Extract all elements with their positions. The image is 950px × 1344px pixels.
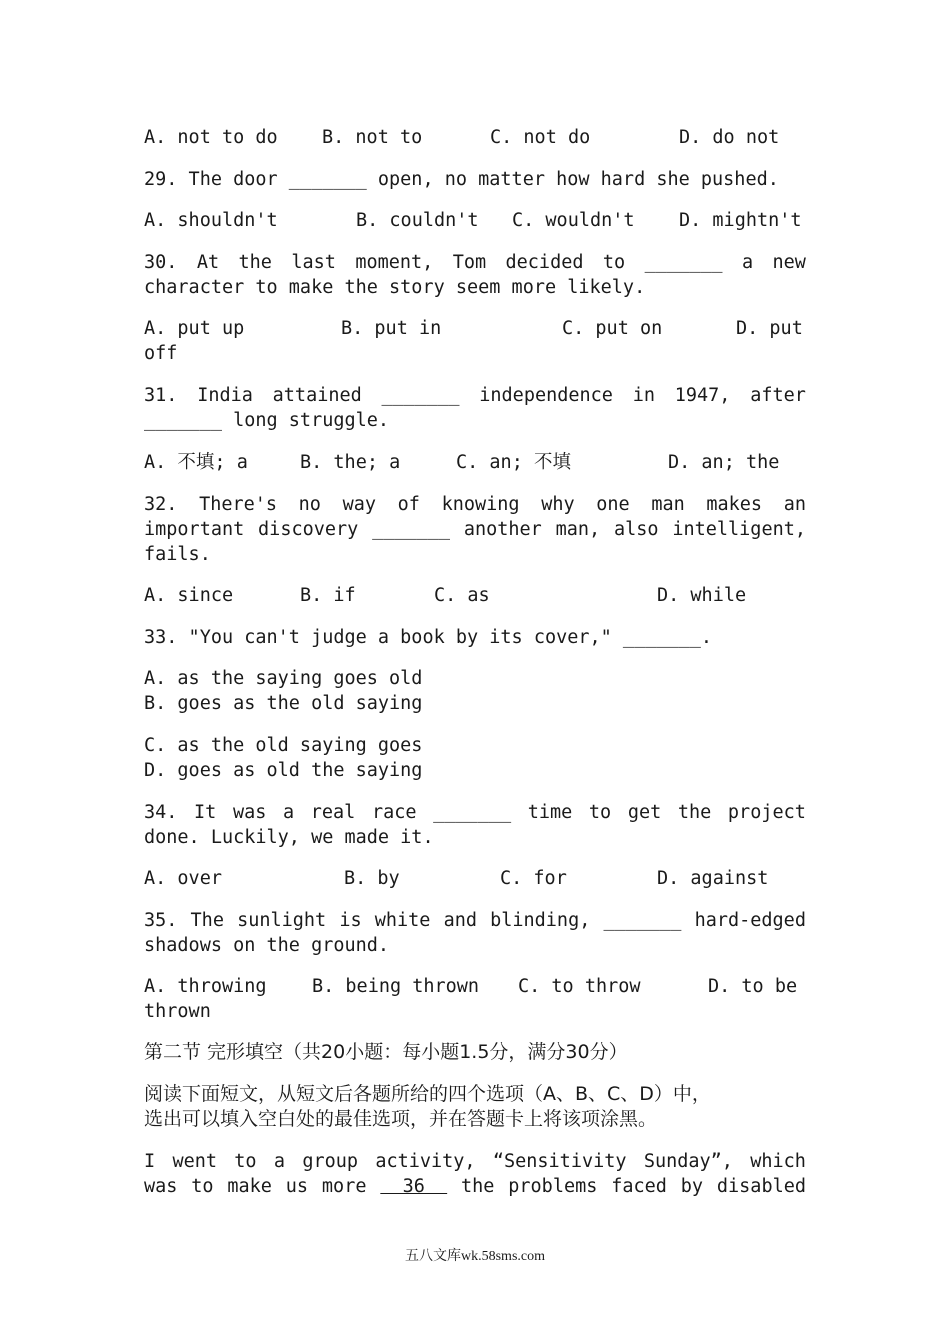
word: in xyxy=(632,385,655,406)
page-footer: 五八文库wk.58sms.com xyxy=(405,1249,545,1264)
q32-stem-line3: fails. xyxy=(144,544,211,565)
q35-options xyxy=(144,974,806,1024)
q30-stem-line2: character to make the story seem more likely. xyxy=(144,277,646,298)
answer-blank: _______ xyxy=(433,802,512,823)
q31-option-d: D. an; the xyxy=(668,452,780,473)
word: race xyxy=(371,802,417,823)
word: white xyxy=(374,910,431,931)
q35-option-b: B. being thrown xyxy=(312,976,480,997)
q35-option-d: D. to be xyxy=(708,976,798,997)
word: faced xyxy=(611,1176,667,1197)
q34-stem-line1 xyxy=(144,800,806,825)
word: new xyxy=(772,252,806,273)
word: activity, xyxy=(375,1151,476,1172)
q34-option-b: B. by xyxy=(344,868,400,889)
passage-line1 xyxy=(144,1149,806,1174)
q33-options-ab xyxy=(144,666,806,716)
word: make xyxy=(227,1176,272,1197)
word: no xyxy=(298,494,321,515)
q30-option-d: D. put xyxy=(736,318,803,339)
instructions-line2: 选出可以填入空白处的最佳选项，并在答题卡上将该项涂黑。 xyxy=(144,1108,658,1130)
q30-option-c: C. put on xyxy=(562,318,663,339)
word: project xyxy=(727,802,806,823)
q33-option-c: C. as the old saying goes xyxy=(144,735,423,756)
word: 32. xyxy=(144,494,178,515)
q31-option-b: B. the; a xyxy=(300,452,401,473)
word: to xyxy=(588,802,612,823)
word: India xyxy=(197,385,253,406)
q29-option-d: D. mightn't xyxy=(679,210,802,231)
q31-stem-line1 xyxy=(144,383,806,408)
q33-options-cd xyxy=(144,733,806,783)
word: a xyxy=(283,802,295,823)
q34-option-a: A. over xyxy=(144,868,222,889)
q30-option-d-wrap: off xyxy=(144,343,178,364)
word: discovery xyxy=(258,519,359,540)
word: was xyxy=(232,802,267,823)
q34-stem-line2: done. Luckily, we made it. xyxy=(144,827,434,848)
word: intelligent, xyxy=(672,519,806,540)
word: disabled xyxy=(716,1176,806,1197)
q35-stem-line2: shadows on the ground. xyxy=(144,935,390,956)
q32-options xyxy=(144,583,806,608)
word: man xyxy=(651,494,685,515)
word: more xyxy=(321,1176,367,1197)
instructions-line1: 阅读下面短文，从短文后各题所给的四个选项（A、B、C、D）中， xyxy=(144,1083,711,1105)
word: blinding, xyxy=(490,910,591,931)
question-34 xyxy=(144,800,806,850)
q33-option-d: D. goes as old the saying xyxy=(144,760,423,781)
answer-blank: _______ xyxy=(381,385,460,406)
q32-stem-line1 xyxy=(144,492,806,517)
word: last xyxy=(291,252,336,273)
q32-option-c: C. as xyxy=(434,585,490,606)
word: time xyxy=(527,802,573,823)
word: The xyxy=(190,910,224,931)
section-instructions xyxy=(144,1082,806,1132)
question-31 xyxy=(144,383,806,433)
q29-option-c: C. wouldn't xyxy=(512,210,635,231)
passage-line2 xyxy=(144,1174,806,1199)
q31-option-a: A. 不填; a xyxy=(144,452,248,473)
q29-options xyxy=(144,208,806,233)
word: Sunday”, xyxy=(643,1151,733,1172)
q33-option-b: B. goes as the old saying xyxy=(144,693,423,714)
q28-options xyxy=(144,125,806,150)
word: independence xyxy=(479,385,613,406)
word: is xyxy=(339,910,362,931)
q32-option-b: B. if xyxy=(300,585,356,606)
q34-option-c: C. for xyxy=(500,868,567,889)
word: the xyxy=(677,802,712,823)
word: went xyxy=(172,1151,217,1172)
word: man, xyxy=(555,519,601,540)
q33-option-a: A. as the saying goes old xyxy=(144,668,423,689)
q30-option-b: B. put in xyxy=(341,318,442,339)
word: 34. xyxy=(144,802,178,823)
section-heading-text: 第二节 完形填空（共20小题：每小题1.5分，满分30分） xyxy=(144,1041,628,1063)
word: “Sensitivity xyxy=(492,1151,627,1172)
q28-option-b: B. not to xyxy=(322,127,423,148)
word: one xyxy=(596,494,630,515)
q33-stem: 33. "You can't judge a book by its cover," _______. xyxy=(144,627,713,648)
word: which xyxy=(750,1151,806,1172)
question-29 xyxy=(144,167,806,192)
word: attained xyxy=(272,385,362,406)
word: Tom xyxy=(452,252,487,273)
word: At xyxy=(196,252,220,273)
q32-option-d: D. while xyxy=(657,585,747,606)
answer-blank: _______ xyxy=(603,910,682,931)
q32-option-a: A. since xyxy=(144,585,234,606)
word: to xyxy=(234,1151,257,1172)
word: hard-edged xyxy=(694,910,806,931)
q30-option-a: A. put up xyxy=(144,318,245,339)
word: us xyxy=(285,1176,309,1197)
answer-blank: _______ xyxy=(372,519,451,540)
question-33 xyxy=(144,625,806,650)
word: by xyxy=(680,1176,704,1197)
q29-stem: 29. The door _______ open, no matter how hard she pushed. xyxy=(144,169,779,190)
word: an xyxy=(783,494,806,515)
word: get xyxy=(627,802,662,823)
word: of xyxy=(397,494,420,515)
word: I xyxy=(144,1151,156,1172)
word: another xyxy=(463,519,542,540)
word: also xyxy=(613,519,659,540)
word: the xyxy=(238,252,272,273)
blank-36: 36 xyxy=(380,1176,448,1197)
q35-option-c: C. to throw xyxy=(518,976,641,997)
word: There's xyxy=(199,494,278,515)
q28-option-c: C. not do xyxy=(490,127,591,148)
q32-stem-line2 xyxy=(144,517,806,542)
word: It xyxy=(194,802,217,823)
word: the xyxy=(461,1176,495,1197)
word: 31. xyxy=(144,385,178,406)
word: moment, xyxy=(355,252,434,273)
word: way xyxy=(342,494,377,515)
word: decided xyxy=(505,252,584,273)
word: why xyxy=(541,494,575,515)
q34-option-d: D. against xyxy=(657,868,769,889)
q30-options xyxy=(144,316,806,366)
q28-option-d: D. do not xyxy=(679,127,780,148)
word: knowing xyxy=(441,494,520,515)
section-heading xyxy=(144,1040,806,1065)
word: 30. xyxy=(144,252,178,273)
q29-option-b: B. couldn't xyxy=(356,210,479,231)
word: 1947, xyxy=(674,385,731,406)
question-32 xyxy=(144,492,806,567)
word: problems xyxy=(508,1176,598,1197)
q29-option-a: A. shouldn't xyxy=(144,210,278,231)
word: to xyxy=(191,1176,214,1197)
word: a xyxy=(273,1151,286,1172)
word: after xyxy=(750,385,806,406)
question-35 xyxy=(144,908,806,958)
q35-option-d-wrap: thrown xyxy=(144,1001,211,1022)
word: group xyxy=(302,1151,359,1172)
word: to xyxy=(602,252,626,273)
cloze-passage xyxy=(144,1149,806,1199)
q35-stem-line1 xyxy=(144,908,806,933)
word: sunlight xyxy=(237,910,327,931)
q35-option-a: A. throwing xyxy=(144,976,267,997)
q30-stem-line1 xyxy=(144,250,806,275)
answer-blank: _______ xyxy=(644,252,723,273)
q28-option-a: A. not to do xyxy=(144,127,278,148)
word: real xyxy=(310,802,356,823)
word: a xyxy=(741,252,754,273)
word: 35. xyxy=(144,910,178,931)
q31-options xyxy=(144,450,806,475)
word: important xyxy=(144,519,245,540)
q31-option-c: C. an; 不填 xyxy=(456,452,571,473)
word: makes xyxy=(706,494,763,515)
word: and xyxy=(443,910,477,931)
q31-stem-line2: _______ long struggle. xyxy=(144,410,390,431)
word: was xyxy=(144,1176,178,1197)
question-30 xyxy=(144,250,806,300)
q34-options xyxy=(144,866,806,891)
